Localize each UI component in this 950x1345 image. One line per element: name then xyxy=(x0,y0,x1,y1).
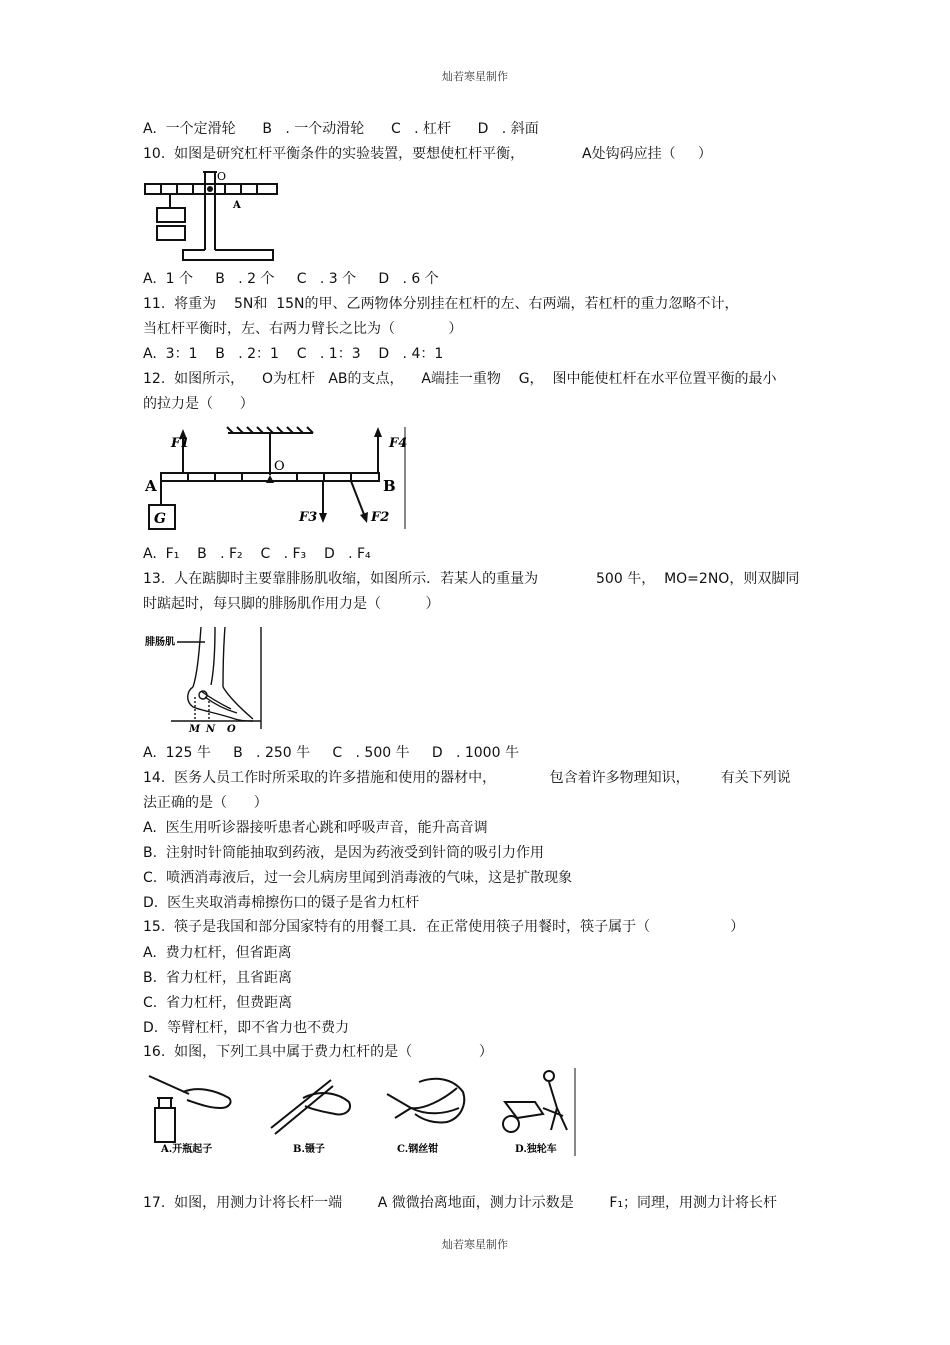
q11-stem-2: 当杠杆平衡时，左、右两力臂长之比为（ ） xyxy=(143,321,463,337)
page-footer: 灿若寒星制作 xyxy=(442,1238,508,1251)
q15-stem: 15. 筷子是我国和部分国家特有的用餐工具．在正常使用筷子用餐时，筷子属于（ ） xyxy=(143,919,745,935)
q12-weight-label: G xyxy=(154,511,166,527)
q10-pivot-label: O xyxy=(217,170,227,183)
q16-caption-d: D.独轮车 xyxy=(515,1144,557,1155)
q14-option-a: A. 医生用听诊器接听患者心跳和呼吸声音，能升高音调 xyxy=(143,820,488,836)
q15-option-a: A. 费力杠杆，但省距离 xyxy=(143,945,292,961)
q14-option-c: C. 喷洒消毒液后，过一会儿病房里闻到消毒液的气味，这是扩散现象 xyxy=(143,870,573,886)
q13-point-m-label: M xyxy=(189,724,201,733)
q9-options: A. 一个定滑轮 B . 一个动滑轮 C . 杠杆 D . 斜面 xyxy=(143,121,539,137)
q12-options: A. F₁ B . F₂ C . F₃ D . F₄ xyxy=(143,546,371,562)
q10-point-a-label: A xyxy=(233,200,241,211)
q16-stem: 16. 如图，下列工具中属于费力杠杆的是（ ） xyxy=(143,1044,493,1060)
q12-stem-1: 12. 如图所示， O为杠杆 AB的支点， A端挂一重物 G， 图中能使杠杆在水平位置平衡的最小 xyxy=(143,371,777,387)
q11-options: A. 3：1 B . 2：1 C . 1：3 D . 4：1 xyxy=(143,346,444,362)
q10-stem: 10. 如图是研究杠杆平衡条件的实验装置，要想使杠杆平衡， A处钩码应挂（ ） xyxy=(143,146,712,162)
q12-pivot-label: O xyxy=(274,459,285,474)
q16-caption-c: C.钢丝钳 xyxy=(397,1144,439,1155)
q12-f3-label: F3 xyxy=(299,510,318,525)
page-header: 灿若寒星制作 xyxy=(442,70,508,83)
q12-f4-label: F4 xyxy=(389,436,408,451)
q15-option-b: B. 省力杠杆，且省距离 xyxy=(143,970,292,986)
q12-point-b-label: B xyxy=(383,477,396,495)
q16-caption-b: B.镊子 xyxy=(293,1144,325,1155)
q10-lever-apparatus-figure xyxy=(143,170,283,270)
q11-stem-1: 11. 将重为 5N和 15N的甲、乙两物体分别挂在杠杆的左、右两端，若杠杆的重力忽略不计， xyxy=(143,296,739,312)
q13-muscle-label: 腓肠肌 xyxy=(145,637,175,648)
q14-option-d: D. 医生夹取消毒棉擦伤口的镊子是省力杠杆 xyxy=(143,895,420,911)
q12-f1-label: F1 xyxy=(171,436,190,451)
q15-option-c: C. 省力杠杆，但费距离 xyxy=(143,995,293,1011)
q16-tools-figure xyxy=(143,1068,583,1160)
q14-option-b: B. 注射时针筒能抽取到药液，是因为药液受到针筒的吸引力作用 xyxy=(143,845,544,861)
q16-caption-a: A.开瓶起子 xyxy=(161,1144,213,1155)
q13-stem-2: 时踮起时，每只脚的腓肠肌作用力是（ ） xyxy=(143,596,440,612)
q15-option-d: D. 等臂杠杆，即不省力也不费力 xyxy=(143,1020,350,1036)
q13-point-n-label: N xyxy=(206,724,216,733)
q14-stem-2: 法正确的是（ ） xyxy=(143,795,268,811)
q12-stem-2: 的拉力是（ ） xyxy=(143,396,254,412)
q12-f2-label: F2 xyxy=(371,510,390,525)
q13-stem-1: 13. 人在踮脚时主要靠腓肠肌收缩，如图所示．若某人的重量为 500 牛， MO=2NO，则双脚同 xyxy=(143,571,800,587)
q12-lever-forces-figure xyxy=(143,425,409,533)
q13-options: A. 125 牛 B . 250 牛 C . 500 牛 D . 1000 牛 xyxy=(143,745,519,761)
q12-point-a-label: A xyxy=(145,477,157,495)
q13-foot-muscle-figure xyxy=(143,625,265,733)
q17-stem: 17. 如图，用测力计将长杆一端 A 微微抬离地面，测力计示数是 F₁；同理，用测力计将长杆 xyxy=(143,1195,778,1211)
q10-options: A. 1 个 B . 2 个 C . 3 个 D . 6 个 xyxy=(143,271,439,287)
q14-stem-1: 14. 医务人员工作时所采取的许多措施和使用的器材中， 包含着许多物理知识， 有关下列说 xyxy=(143,770,791,786)
q13-point-o-label: O xyxy=(227,724,236,733)
